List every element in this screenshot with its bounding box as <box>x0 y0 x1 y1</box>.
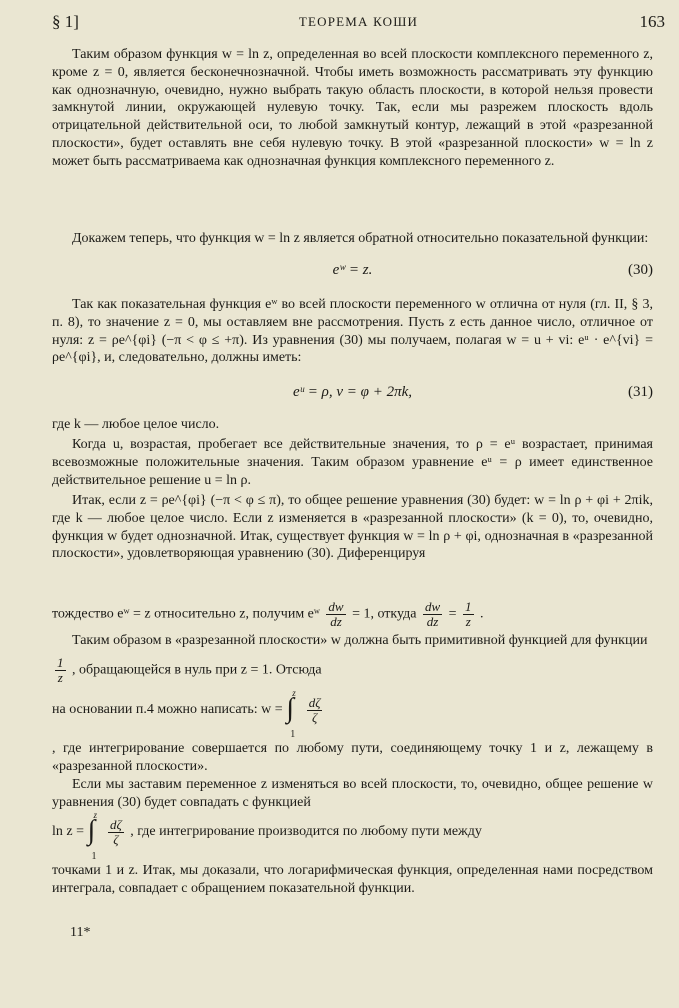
paragraph-conclusion: точками 1 и z. Итак, мы доказали, что логарифмическая функция, определенная нами посредством интеграла, совпадает с обращением показательной функции. <box>52 863 653 896</box>
equation-31 <box>52 384 653 406</box>
line-primitive-2 <box>52 656 653 685</box>
paragraph-inverse-claim: Докажем теперь, что функция w = ln z является обратной относительно показательной функции: <box>72 231 649 246</box>
section-marker: § 1] <box>52 12 79 31</box>
fraction-one-over-z: $\frac{1}{z}$ <box>465 599 472 629</box>
text-basis: на основании п.4 можно написать: w = <box>52 702 283 718</box>
line-integral-ln <box>52 810 653 862</box>
page-number: 163 <box>639 12 665 31</box>
equation-30-number: (30) <box>628 262 653 278</box>
paragraph-general-solution: Итак, если z = ρe^{φi} (−π < φ ≤ π), то общее решение уравнения (30) будет: w = ln ρ + φi + 2πik, где k — любое целое число. Если z изменяется в «разрезанной плоскости» (k = 0), то, очевидно, функция w будет однозначной. Итак, существует функция w = ln ρ + φi, однозначная в «разрезанной плоскости», удовлетворяющая уравнению (30). Диференцируя <box>52 493 653 562</box>
page-header <box>52 12 665 38</box>
paragraph-multivalued-log: Таким образом функция w = ln z, определенная во всей плоскости комплексного переменного z, кроме z = 0, является бесконечнозначной. Чтобы иметь возможность рассматривать эту функцию как однозначную, очевидно, нужно выбрать такую область плоскости, в которой нельзя провести замкнутой линии, окружающей нулевую точку. Так, если мы разрежем плоскость вдоль отрицательной действительной оси, то любой замкнутый контур, лежащий в этой «разрезанной плоскости», будет оставлять вне себя нулевую точку. В этой «разрезанной плоскости» w = ln z может быть рассматриваема как однозначная функция комплексного переменного z. <box>52 47 653 169</box>
paragraph-k-integer: где k — любое целое число. <box>52 417 220 432</box>
equation-31-number: (31) <box>628 384 653 400</box>
text-ln-z: ln z = <box>52 824 84 840</box>
equation-31-body: eᵘ = ρ, v = φ + 2πk, <box>293 384 412 400</box>
line-primitive-1 <box>72 632 653 650</box>
running-title: ТЕОРЕМА КОШИ <box>298 14 419 29</box>
paragraph-exponential-nonzero: Так как показательная функция eʷ во всей плоскости переменного w отлична от нуля (гл. II, § 3, п. 8), то значение z = 0, мы оставляем вне рассмотрения. Пусть z есть данное число, отличное от нуля: z = ρe^{φi} (−π < φ ≤ +π). Из уравнения (30) мы получаем, полагая w = u + vi: eᵘ · e^{vi} = ρe^{φi}, и, следовательно, должны иметь: <box>52 297 653 366</box>
equation-30-body: eʷ = z. <box>332 262 373 278</box>
text-equals-one: = 1, откуда <box>352 606 417 622</box>
equation-30 <box>52 262 653 284</box>
fraction-dzeta-zeta: $\frac{d\zeta}{\zeta}$ <box>308 694 321 725</box>
text-equals: = <box>448 606 457 622</box>
text-vanishing: , обращающейся в нуль при z = 1. Отсюда <box>72 662 322 678</box>
fraction-one-over-z-2: $\frac{1}{z}$ <box>57 655 64 685</box>
line-integral-w <box>52 688 653 740</box>
text-identity: тождество eʷ = z относительно z, получим eʷ <box>52 606 320 622</box>
text-any-path: , где интегрирование производится по любому пути между <box>130 824 482 840</box>
signature-mark: 11* <box>70 925 91 940</box>
paragraph-real-solution: Когда u, возрастая, пробегает все действительные значения, то ρ = eᵘ возрастает, принимая всевозможные положительные значения. Таким образом уравнение eᵘ = ρ имеет единственное действительное решение u = ln ρ. <box>52 437 653 488</box>
integral-sign: z ∫ 1 <box>286 688 296 740</box>
integral-sign-2: z ∫ 1 <box>87 810 98 862</box>
text-primitive: Таким образом в «разрезанной плоскости» w должна быть примитивной функцией для функции <box>72 633 648 648</box>
fraction-dw-dz-result: $\frac{dw}{dz}$ <box>424 599 441 629</box>
fraction-dzeta-zeta-2: $\frac{d\zeta}{\zeta}$ <box>110 816 122 847</box>
paragraph-whole-plane: Если мы заставим переменное z изменяться во всей плоскости, то, очевидно, общее решение w уравнения (30) будет совпадать с функцией <box>52 777 653 810</box>
paragraph-integration-path: , где интегрирование совершается по любому пути, соединяющему точку 1 и z, лежащему в «разрезанной плоскости». <box>52 741 653 774</box>
fraction-dw-dz: $\frac{dw}{dz}$ <box>328 599 344 629</box>
line-differentiation: тождество eʷ = z относительно z, получим eʷ $\frac{dw}{dz}$ = 1, откуда $\frac{dw}{dz}$ = $\frac{1}{z}$ . <box>52 599 484 629</box>
